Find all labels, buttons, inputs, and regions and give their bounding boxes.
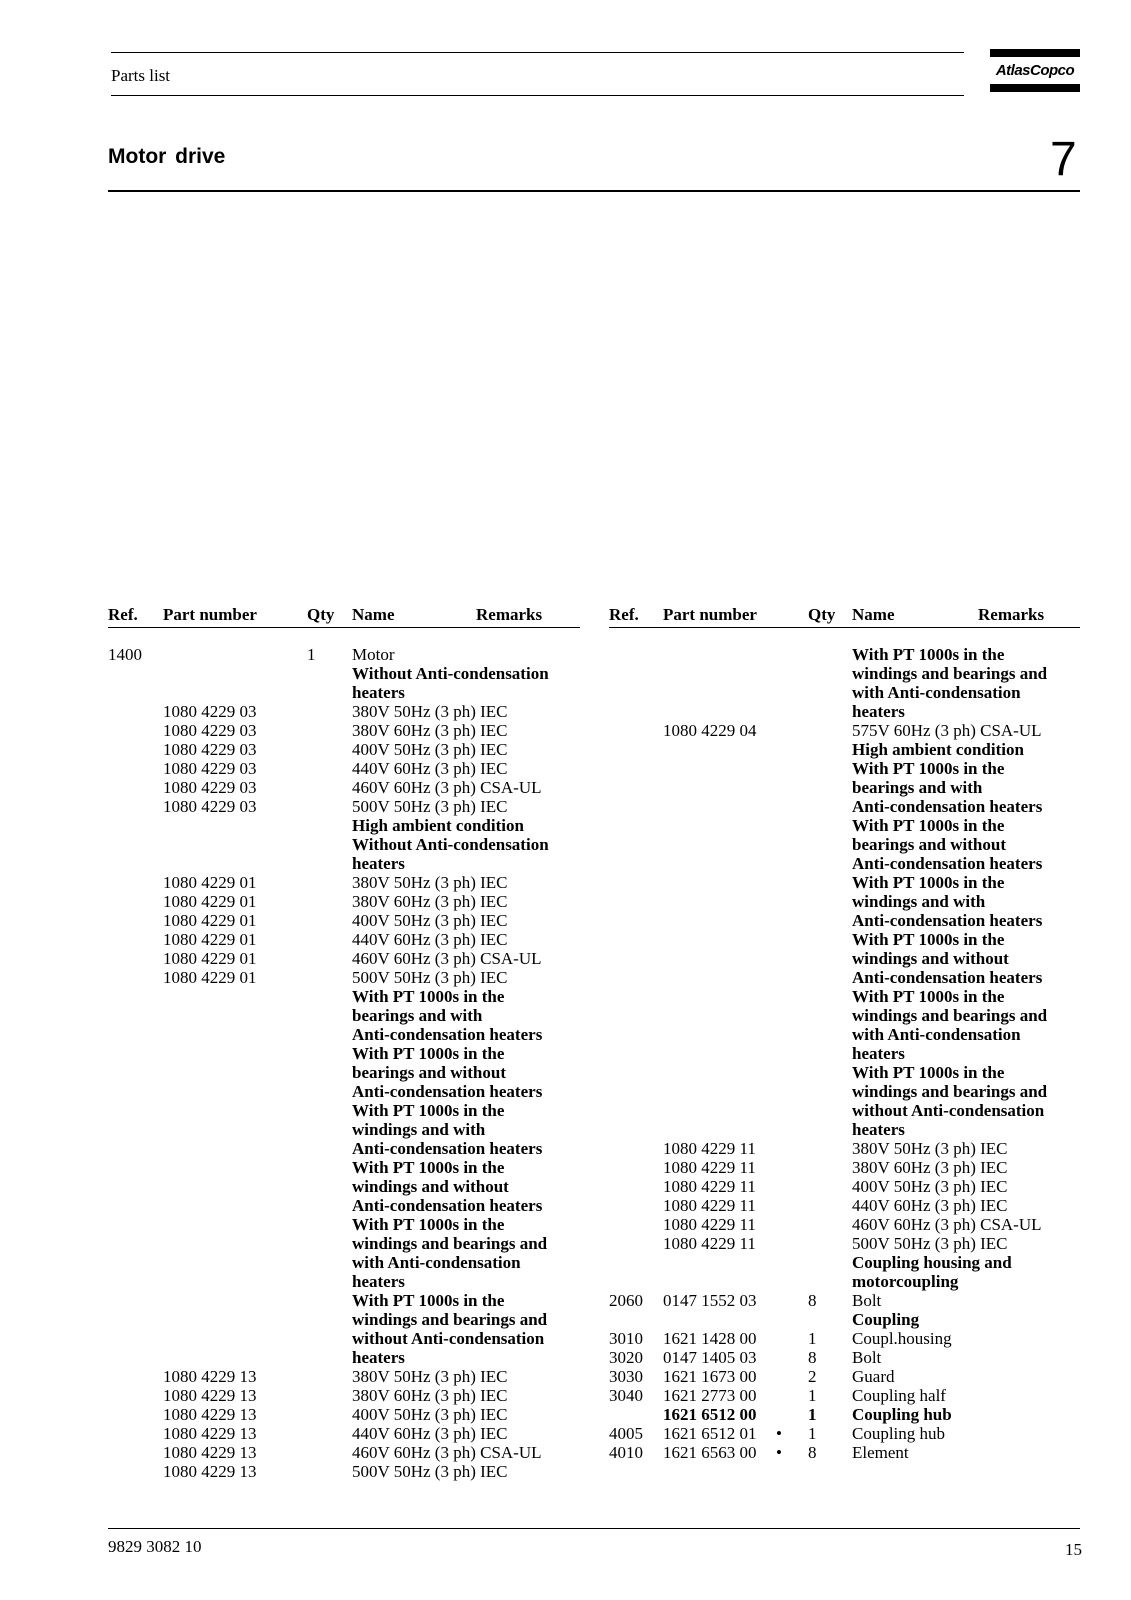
- col-name: Name: [352, 605, 395, 624]
- name-cell: 500V 50Hz (3 ph) IEC: [352, 1462, 508, 1481]
- name-cell: With PT 1000s in the: [352, 1101, 505, 1120]
- name-cell: 460V 60Hz (3 ph) CSA-UL: [352, 949, 542, 968]
- ref-cell: 1400: [108, 645, 142, 664]
- name-cell: without Anti-condensation: [352, 1329, 545, 1348]
- name-cell: 575V 60Hz (3 ph) CSA-UL: [852, 721, 1042, 740]
- part-number-cell: 1080 4229 04: [663, 721, 757, 740]
- part-number-cell: 1080 4229 11: [663, 1158, 756, 1177]
- name-cell: 400V 50Hz (3 ph) IEC: [352, 740, 508, 759]
- name-cell: windings and without: [352, 1177, 509, 1196]
- bullet-cell: •: [776, 1424, 782, 1443]
- name-cell: 380V 60Hz (3 ph) IEC: [852, 1158, 1008, 1177]
- qty-cell: 1: [808, 1405, 817, 1424]
- name-cell: Coupling: [852, 1310, 920, 1329]
- part-number-cell: 1080 4229 03: [163, 702, 257, 721]
- qty-cell: 1: [808, 1424, 817, 1443]
- atlas-copco-logo: [990, 46, 1080, 94]
- part-number-cell: 0147 1405 03: [663, 1348, 757, 1367]
- name-cell: 380V 50Hz (3 ph) IEC: [352, 1367, 508, 1386]
- name-cell: 440V 60Hz (3 ph) IEC: [352, 930, 508, 949]
- name-cell: With PT 1000s in the: [352, 987, 505, 1006]
- part-number-cell: 1080 4229 13: [163, 1367, 257, 1386]
- name-cell: Anti-condensation heaters: [352, 1025, 543, 1044]
- name-cell: 500V 50Hz (3 ph) IEC: [352, 968, 508, 987]
- col-ref: Ref.: [108, 605, 138, 624]
- col-remarks: Remarks: [978, 605, 1045, 624]
- col-part-number: Part number: [663, 605, 757, 624]
- name-cell: Without Anti-condensation: [352, 835, 549, 854]
- document-number: 9829 3082 10: [108, 1537, 202, 1556]
- part-number-cell: 1080 4229 11: [663, 1196, 756, 1215]
- name-cell: With PT 1000s in the: [352, 1291, 505, 1310]
- name-cell: Anti-condensation heaters: [852, 854, 1043, 873]
- part-number-cell: 1080 4229 13: [163, 1386, 257, 1405]
- ref-cell: 2060: [609, 1291, 643, 1310]
- part-number-cell: 1080 4229 03: [163, 740, 257, 759]
- name-cell: Motor: [352, 645, 395, 664]
- ref-cell: 4010: [609, 1443, 643, 1462]
- part-number-cell: 1621 1428 00: [663, 1329, 757, 1348]
- name-cell: windings and with: [352, 1120, 486, 1139]
- part-number-cell: 1080 4229 03: [163, 797, 257, 816]
- section-title: Motor drive: [108, 145, 226, 168]
- part-number-cell: 1080 4229 13: [163, 1405, 257, 1424]
- part-number-cell: 1080 4229 11: [663, 1139, 756, 1158]
- header-label: Parts list: [111, 66, 171, 85]
- name-cell: Bolt: [852, 1348, 882, 1367]
- name-cell: 380V 60Hz (3 ph) IEC: [352, 1386, 508, 1405]
- part-number-cell: 1080 4229 01: [163, 968, 257, 987]
- name-cell: heaters: [852, 1120, 905, 1139]
- part-number-cell: 1621 6512 01: [663, 1424, 757, 1443]
- col-remarks: Remarks: [476, 605, 543, 624]
- name-cell: Bolt: [852, 1291, 882, 1310]
- part-number-cell: 1080 4229 03: [163, 759, 257, 778]
- name-cell: heaters: [852, 702, 905, 721]
- part-number-cell: 1080 4229 11: [663, 1177, 756, 1196]
- name-cell: 400V 50Hz (3 ph) IEC: [852, 1177, 1008, 1196]
- name-cell: Anti-condensation heaters: [852, 797, 1043, 816]
- name-cell: windings and without: [852, 949, 1009, 968]
- qty-cell: 1: [307, 645, 316, 664]
- name-cell: High ambient condition: [352, 816, 524, 835]
- name-cell: 380V 50Hz (3 ph) IEC: [852, 1139, 1008, 1158]
- name-cell: With PT 1000s in the: [852, 645, 1005, 664]
- name-cell: 380V 60Hz (3 ph) IEC: [352, 892, 508, 911]
- name-cell: 380V 50Hz (3 ph) IEC: [352, 873, 508, 892]
- name-cell: Anti-condensation heaters: [352, 1196, 543, 1215]
- name-cell: 460V 60Hz (3 ph) CSA-UL: [852, 1215, 1042, 1234]
- ref-cell: 3020: [609, 1348, 643, 1367]
- qty-cell: 8: [808, 1291, 817, 1310]
- part-number-cell: 1080 4229 01: [163, 873, 257, 892]
- name-cell: With PT 1000s in the: [852, 873, 1005, 892]
- name-cell: with Anti-condensation: [852, 1025, 1021, 1044]
- name-cell: Coupling half: [852, 1386, 946, 1405]
- name-cell: 500V 50Hz (3 ph) IEC: [852, 1234, 1008, 1253]
- left-header-rule: [108, 627, 580, 628]
- name-cell: windings and bearings and: [852, 1082, 1048, 1101]
- part-number-cell: 1080 4229 11: [663, 1215, 756, 1234]
- name-cell: Anti-condensation heaters: [352, 1139, 543, 1158]
- name-cell: 460V 60Hz (3 ph) CSA-UL: [352, 1443, 542, 1462]
- name-cell: 400V 50Hz (3 ph) IEC: [352, 911, 508, 930]
- col-qty: Qty: [808, 605, 836, 624]
- qty-cell: 8: [808, 1348, 817, 1367]
- name-cell: heaters: [352, 1272, 405, 1291]
- name-cell: heaters: [352, 683, 405, 702]
- part-number-cell: 1621 6563 00: [663, 1443, 757, 1462]
- name-cell: 380V 60Hz (3 ph) IEC: [352, 721, 508, 740]
- name-cell: bearings and without: [852, 835, 1006, 854]
- part-number-cell: 1621 1673 00: [663, 1367, 757, 1386]
- name-cell: Coupling hub: [852, 1405, 952, 1424]
- part-number-cell: 0147 1552 03: [663, 1291, 757, 1310]
- name-cell: Anti-condensation heaters: [852, 968, 1043, 987]
- part-number-cell: 1621 6512 00: [663, 1405, 757, 1424]
- name-cell: Element: [852, 1443, 909, 1462]
- name-cell: without Anti-condensation: [852, 1101, 1045, 1120]
- qty-cell: 1: [808, 1329, 817, 1348]
- name-cell: Without Anti-condensation: [352, 664, 549, 683]
- chapter-number: 7: [1050, 133, 1077, 186]
- name-cell: 440V 60Hz (3 ph) IEC: [352, 759, 508, 778]
- name-cell: windings and bearings and: [852, 664, 1048, 683]
- name-cell: 380V 50Hz (3 ph) IEC: [352, 702, 508, 721]
- name-cell: With PT 1000s in the: [852, 930, 1005, 949]
- name-cell: windings and with: [852, 892, 986, 911]
- part-number-cell: 1621 2773 00: [663, 1386, 757, 1405]
- part-number-cell: 1080 4229 01: [163, 892, 257, 911]
- name-cell: 500V 50Hz (3 ph) IEC: [352, 797, 508, 816]
- col-part-number: Part number: [163, 605, 257, 624]
- name-cell: Guard: [852, 1367, 895, 1386]
- name-cell: with Anti-condensation: [852, 683, 1021, 702]
- name-cell: 440V 60Hz (3 ph) IEC: [852, 1196, 1008, 1215]
- name-cell: bearings and with: [852, 778, 983, 797]
- title-rule: [108, 190, 1080, 192]
- footer-rule: [108, 1528, 1080, 1529]
- part-number-cell: 1080 4229 03: [163, 778, 257, 797]
- page-number: 15: [1065, 1540, 1082, 1559]
- name-cell: heaters: [352, 1348, 405, 1367]
- part-number-cell: 1080 4229 13: [163, 1462, 257, 1481]
- ref-cell: 3030: [609, 1367, 643, 1386]
- part-number-cell: 1080 4229 11: [663, 1234, 756, 1253]
- ref-cell: 3010: [609, 1329, 643, 1348]
- name-cell: With PT 1000s in the: [852, 987, 1005, 1006]
- part-number-cell: 1080 4229 01: [163, 911, 257, 930]
- name-cell: Coupling housing and: [852, 1253, 1012, 1272]
- part-number-cell: 1080 4229 01: [163, 930, 257, 949]
- name-cell: 440V 60Hz (3 ph) IEC: [352, 1424, 508, 1443]
- name-cell: with Anti-condensation: [352, 1253, 521, 1272]
- name-cell: windings and bearings and: [352, 1234, 548, 1253]
- qty-cell: 8: [808, 1443, 817, 1462]
- col-ref: Ref.: [609, 605, 639, 624]
- name-cell: With PT 1000s in the: [352, 1044, 505, 1063]
- header-bottom-rule: [111, 95, 964, 96]
- name-cell: 400V 50Hz (3 ph) IEC: [352, 1405, 508, 1424]
- ref-cell: 4005: [609, 1424, 643, 1443]
- name-cell: Coupling hub: [852, 1424, 946, 1443]
- header-top-rule: [111, 52, 964, 53]
- name-cell: 460V 60Hz (3 ph) CSA-UL: [352, 778, 542, 797]
- name-cell: bearings and with: [352, 1006, 483, 1025]
- name-cell: With PT 1000s in the: [852, 816, 1005, 835]
- name-cell: motorcoupling: [852, 1272, 959, 1291]
- ref-cell: 3040: [609, 1386, 643, 1405]
- name-cell: Anti-condensation heaters: [852, 911, 1043, 930]
- name-cell: With PT 1000s in the: [852, 759, 1005, 778]
- name-cell: Coupl.housing: [852, 1329, 952, 1348]
- bullet-cell: •: [776, 1443, 782, 1462]
- part-number-cell: 1080 4229 13: [163, 1443, 257, 1462]
- qty-cell: 2: [808, 1367, 817, 1386]
- right-header-rule: [609, 627, 1080, 628]
- part-number-cell: 1080 4229 03: [163, 721, 257, 740]
- name-cell: High ambient condition: [852, 740, 1024, 759]
- name-cell: With PT 1000s in the: [352, 1158, 505, 1177]
- name-cell: Anti-condensation heaters: [352, 1082, 543, 1101]
- name-cell: windings and bearings and: [852, 1006, 1048, 1025]
- part-number-cell: 1080 4229 01: [163, 949, 257, 968]
- part-number-cell: 1080 4229 13: [163, 1424, 257, 1443]
- name-cell: bearings and without: [352, 1063, 506, 1082]
- col-name: Name: [852, 605, 895, 624]
- name-cell: heaters: [352, 854, 405, 873]
- name-cell: heaters: [852, 1044, 905, 1063]
- col-qty: Qty: [307, 605, 335, 624]
- qty-cell: 1: [808, 1386, 817, 1405]
- name-cell: windings and bearings and: [352, 1310, 548, 1329]
- logo-text: AtlasCopco: [995, 62, 1075, 79]
- name-cell: With PT 1000s in the: [352, 1215, 505, 1234]
- name-cell: With PT 1000s in the: [852, 1063, 1005, 1082]
